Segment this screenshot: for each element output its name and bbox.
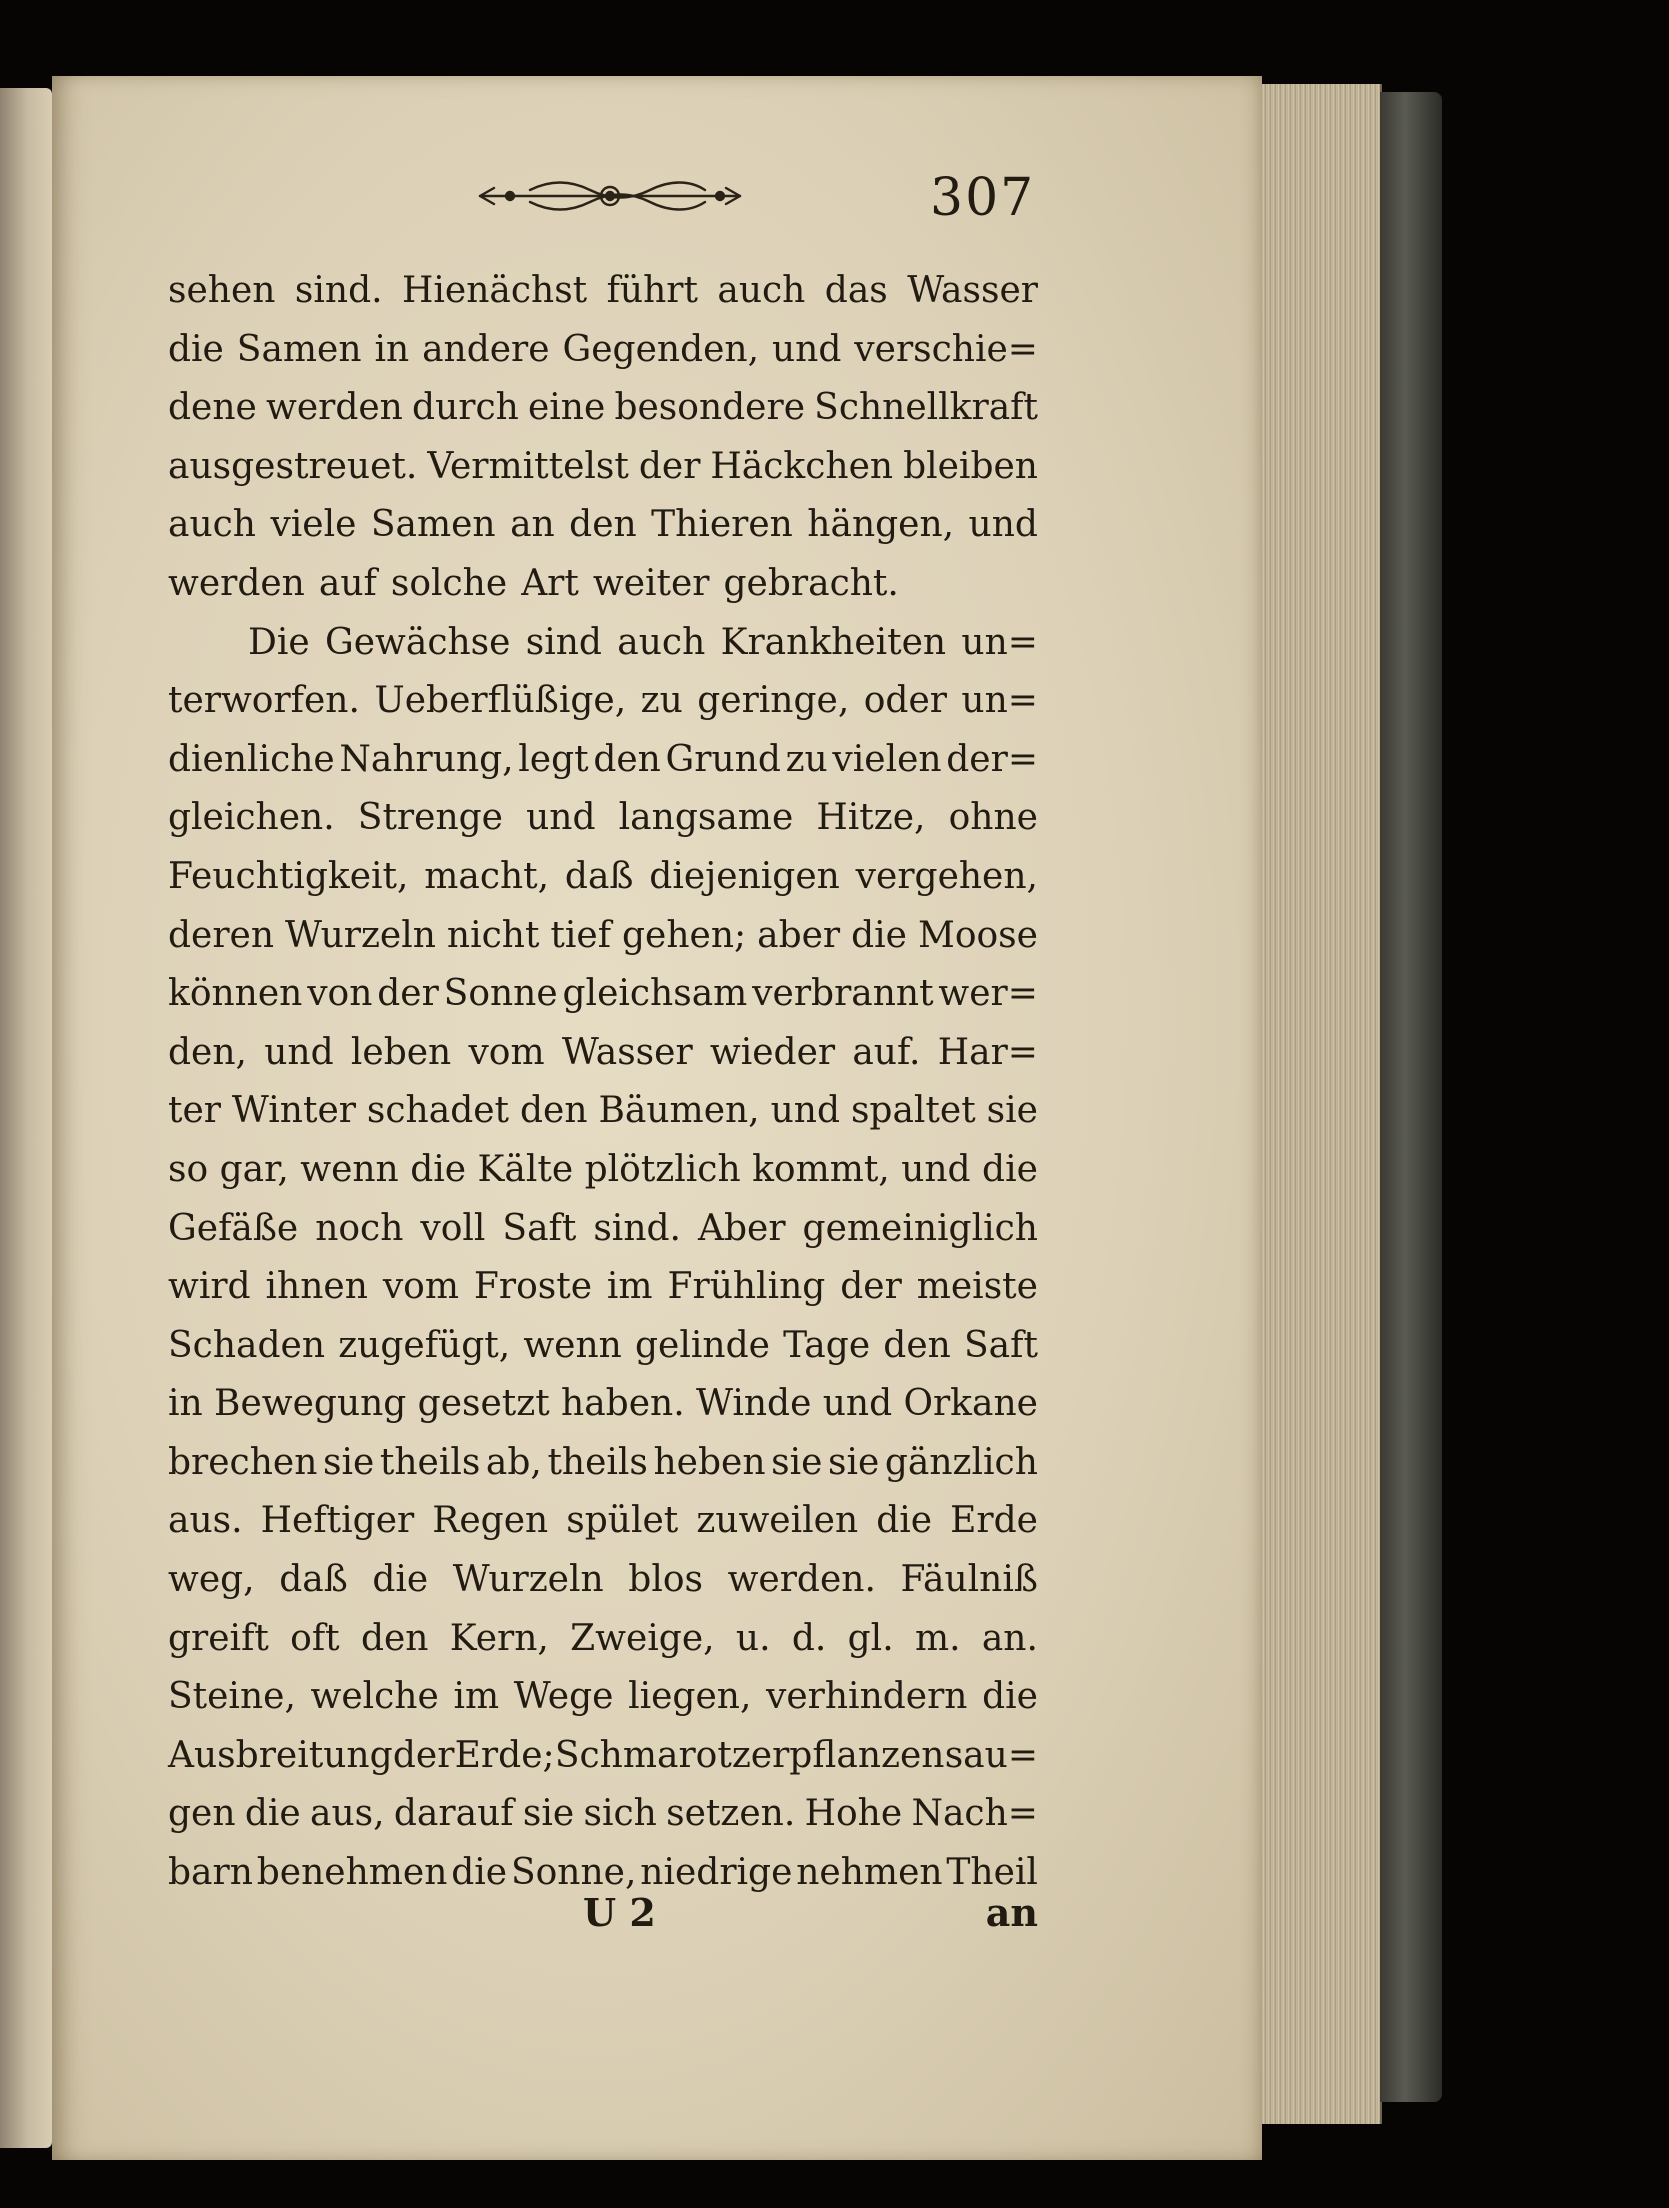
word: zu <box>785 738 828 780</box>
word: oft <box>290 1617 340 1659</box>
word: sie <box>522 1793 575 1835</box>
word: vielen <box>832 738 942 780</box>
word: daß <box>564 855 634 897</box>
word: der <box>840 1266 902 1308</box>
word: die <box>982 1676 1038 1718</box>
word: sie <box>771 1441 823 1483</box>
word: gehen; <box>621 914 747 956</box>
word: Steine, <box>168 1676 296 1718</box>
word: den, <box>168 1031 247 1073</box>
word: werden. <box>727 1559 876 1601</box>
word: wenn <box>523 1324 622 1366</box>
word: vom <box>382 1266 459 1308</box>
word: u. <box>735 1617 771 1659</box>
word: geringe, <box>697 680 850 722</box>
text-line <box>168 965 1038 1024</box>
word: den <box>519 1090 588 1132</box>
word: die <box>982 1148 1038 1190</box>
word: nehmen <box>796 1852 943 1894</box>
word: blos <box>628 1559 703 1601</box>
word: Kern, <box>449 1617 549 1659</box>
word: aus, <box>310 1793 385 1835</box>
word: niedrige <box>640 1852 793 1894</box>
word: ausgestreuet. <box>168 445 418 487</box>
text-line <box>168 262 1038 321</box>
word: auch <box>717 270 806 311</box>
word: hängen, <box>807 504 955 546</box>
word: und <box>822 1383 893 1425</box>
word: Sonne, <box>510 1852 637 1894</box>
word: liegen, <box>628 1676 752 1718</box>
word: Gegenden, <box>562 328 760 370</box>
word: eine <box>527 387 606 429</box>
word: und <box>771 328 842 370</box>
word: Gewächse <box>324 621 511 663</box>
word: un= <box>961 621 1038 663</box>
text-line <box>168 321 1038 380</box>
word: und <box>526 797 596 839</box>
word: Vermittelst <box>427 445 629 487</box>
word: Bäumen, <box>598 1090 760 1132</box>
word: Art <box>521 562 579 604</box>
word: Winter <box>231 1090 356 1132</box>
facing-page-edge <box>0 88 52 2148</box>
word: der <box>377 973 439 1015</box>
word: Ueberflüßige, <box>374 680 627 722</box>
word: sie <box>322 1441 375 1483</box>
text-line <box>168 789 1038 848</box>
word: Hitze, <box>816 797 926 839</box>
word: barn <box>168 1852 253 1894</box>
word: im <box>453 1676 500 1718</box>
word: zugefügt, <box>338 1324 511 1366</box>
word: der <box>638 445 701 487</box>
word: gen <box>168 1793 236 1835</box>
word: verbrannt <box>752 973 934 1015</box>
word: der= <box>946 738 1038 780</box>
word: theils <box>379 1441 481 1483</box>
word: sind. <box>593 1207 681 1249</box>
word: heben <box>653 1441 766 1483</box>
word: ohne <box>948 797 1038 839</box>
word: Erde <box>950 1500 1038 1542</box>
word: greift <box>168 1617 269 1659</box>
text-line <box>168 1727 1038 1786</box>
word: gesetzt <box>417 1383 550 1425</box>
word: in <box>374 328 410 370</box>
word: die <box>876 1500 933 1542</box>
word: Nahrung, <box>339 738 514 780</box>
word: können <box>168 973 303 1015</box>
word: werden <box>266 387 403 429</box>
word: die <box>410 1148 467 1190</box>
word: Samen <box>370 504 496 546</box>
word: voll <box>420 1207 486 1249</box>
word: dienliche <box>168 738 335 780</box>
word: Erde; <box>454 1734 555 1776</box>
word: solche <box>390 562 508 604</box>
text-line <box>168 1785 1038 1844</box>
text-line <box>168 1082 1038 1141</box>
word: andere <box>422 328 550 370</box>
book-cover-edge <box>1380 92 1442 2102</box>
text-line <box>168 672 1038 731</box>
word: meiste <box>916 1266 1038 1308</box>
word: den <box>883 1324 951 1366</box>
word: Krankheiten <box>720 621 947 663</box>
word: auf <box>318 562 377 604</box>
word: Die <box>248 621 310 663</box>
word: sau= <box>944 1734 1038 1776</box>
word: Orkane <box>903 1383 1038 1425</box>
word: und <box>264 1031 334 1073</box>
word: gebracht. <box>723 562 899 604</box>
word: besondere <box>614 387 805 429</box>
word: haben. <box>561 1383 685 1425</box>
word: Fäulniß <box>900 1559 1038 1601</box>
word: Schaden <box>168 1324 326 1366</box>
word: so <box>168 1148 209 1190</box>
word: spület <box>566 1500 679 1542</box>
word: d. <box>791 1617 827 1659</box>
word: Bewegung <box>214 1383 407 1425</box>
word: verhindern <box>766 1676 968 1718</box>
word: deren <box>168 914 275 956</box>
word: wird <box>168 1266 251 1308</box>
word: Samen <box>236 328 362 370</box>
word: Wurzeln <box>285 914 436 956</box>
word: ab, <box>485 1441 542 1483</box>
word: sind. <box>294 270 383 311</box>
word: Thieren <box>651 504 793 546</box>
word: ter <box>168 1090 221 1132</box>
word: wieder <box>709 1031 836 1073</box>
text-line <box>168 731 1038 790</box>
word: Kälte <box>477 1148 574 1190</box>
word: setzen. <box>666 1793 796 1835</box>
word: leben <box>350 1031 452 1073</box>
word: Häckchen <box>710 445 894 487</box>
word: vom <box>468 1031 545 1073</box>
word: bleiben <box>903 445 1038 487</box>
word: sind <box>525 621 602 663</box>
word: schadet <box>366 1090 510 1132</box>
word: Ausbreitung <box>168 1734 393 1776</box>
word: Hienächst <box>401 270 588 311</box>
word: Nach= <box>911 1793 1038 1835</box>
word: auch <box>168 504 256 546</box>
word: und <box>901 1148 971 1190</box>
word: und <box>968 504 1038 546</box>
word: kommt, <box>752 1148 890 1190</box>
text-line <box>168 496 1038 555</box>
word: plötzlich <box>584 1148 741 1190</box>
word: auf. <box>852 1031 921 1073</box>
text-line <box>168 848 1038 907</box>
word: gemeiniglich <box>802 1207 1038 1249</box>
text-line <box>168 1492 1038 1551</box>
word: Froste <box>473 1266 592 1308</box>
word: dene <box>168 387 257 429</box>
word: verschie= <box>854 328 1038 370</box>
word: Moose <box>917 914 1038 956</box>
word: aus. <box>168 1500 243 1542</box>
page-number: 307 <box>930 168 1036 228</box>
text-line <box>168 1258 1038 1317</box>
word: das <box>824 270 888 311</box>
word: den <box>593 738 661 780</box>
word: Wasser <box>907 270 1038 311</box>
word: Wasser <box>561 1031 693 1073</box>
word: Saft <box>964 1324 1038 1366</box>
word: der <box>392 1734 455 1776</box>
word: oder <box>863 680 947 722</box>
word: führt <box>606 270 698 311</box>
ornament-icon <box>470 176 750 216</box>
word: un= <box>961 680 1038 722</box>
word: an. <box>981 1617 1038 1659</box>
signature-mark: U 2 <box>583 1890 656 1935</box>
word: zu <box>640 680 683 722</box>
word: Wege <box>513 1676 614 1718</box>
word: wenn <box>300 1148 399 1190</box>
word: die <box>244 1793 301 1835</box>
word: aber <box>757 914 841 956</box>
word: daß <box>279 1559 348 1601</box>
text-line <box>168 555 1038 614</box>
word: gl. <box>847 1617 894 1659</box>
word: Feuchtigkeit, <box>168 855 409 897</box>
word: die <box>851 914 907 956</box>
word: den <box>360 1617 429 1659</box>
word: legt <box>518 738 589 780</box>
word: sie <box>827 1441 880 1483</box>
word: Har= <box>937 1031 1038 1073</box>
word: terworfen. <box>168 680 360 722</box>
word: und <box>770 1090 840 1132</box>
word: wer= <box>938 973 1038 1015</box>
word: Tage <box>783 1324 871 1366</box>
word: brechen <box>168 1441 318 1483</box>
word: ihnen <box>265 1266 368 1308</box>
text-line <box>168 379 1038 438</box>
word: Aber <box>697 1207 786 1249</box>
word: nicht <box>446 914 540 956</box>
word: vergehen, <box>855 855 1038 897</box>
word: von <box>307 973 373 1015</box>
word: gleichen. <box>168 797 335 839</box>
text-line <box>168 1317 1038 1376</box>
word: die <box>451 1852 508 1894</box>
word: weg, <box>168 1559 255 1601</box>
word: macht, <box>424 855 550 897</box>
text-line <box>168 438 1038 497</box>
page-footer <box>168 1890 1038 1940</box>
word: theils <box>547 1441 648 1483</box>
word: gar, <box>219 1148 289 1190</box>
word: diejenigen <box>649 855 840 897</box>
word: darauf <box>393 1793 514 1835</box>
word: viele <box>270 504 357 546</box>
text-line <box>168 1375 1038 1434</box>
word: Grund <box>665 738 781 780</box>
word: gleichsam <box>562 973 748 1015</box>
text-line <box>168 1024 1038 1083</box>
word: den <box>569 504 637 546</box>
catchword: an <box>985 1890 1038 1935</box>
word: Regen <box>432 1500 549 1542</box>
word: weiter <box>592 562 710 604</box>
word: Frühling <box>667 1266 826 1308</box>
page-block-fore-edge <box>1262 84 1382 2124</box>
word: Sonne <box>443 973 558 1015</box>
word: Wurzeln <box>452 1559 604 1601</box>
word: durch <box>412 387 519 429</box>
word: noch <box>315 1207 404 1249</box>
word: welche <box>310 1676 439 1718</box>
word: gänzlich <box>884 1441 1038 1483</box>
word: spaltet <box>850 1090 976 1132</box>
word: tief <box>550 914 612 956</box>
word: Schmarotzerpflanzen <box>554 1734 945 1776</box>
word: benehmen <box>256 1852 448 1894</box>
text-line <box>168 614 1038 673</box>
word: gelinde <box>635 1324 770 1366</box>
word: Theil <box>946 1852 1038 1894</box>
text-line <box>168 1434 1038 1493</box>
word: die <box>168 328 224 370</box>
word: zuweilen <box>696 1500 859 1542</box>
text-line <box>168 1668 1038 1727</box>
text-line <box>168 907 1038 966</box>
body-text <box>168 262 1038 1903</box>
word: Winde <box>695 1383 812 1425</box>
word: Gefäße <box>168 1207 299 1249</box>
text-line <box>168 1610 1038 1669</box>
word: Saft <box>502 1207 577 1249</box>
text-line <box>168 1200 1038 1259</box>
word: werden <box>168 562 305 604</box>
word: sehen <box>168 270 276 311</box>
word: Heftiger <box>260 1500 415 1542</box>
word: im <box>606 1266 653 1308</box>
word: Hohe <box>804 1793 903 1835</box>
running-head <box>440 168 1060 228</box>
word: langsame <box>618 797 794 839</box>
text-line <box>168 1551 1038 1610</box>
word: Zweige, <box>570 1617 715 1659</box>
word: Schnellkraft <box>814 387 1038 429</box>
word: m. <box>914 1617 961 1659</box>
word: an <box>510 504 555 546</box>
word: sich <box>583 1793 657 1835</box>
word: in <box>168 1383 203 1425</box>
word: die <box>372 1559 429 1601</box>
word: auch <box>617 621 706 663</box>
text-line <box>168 1141 1038 1200</box>
word: Strenge <box>357 797 503 839</box>
word: sie <box>986 1090 1038 1132</box>
